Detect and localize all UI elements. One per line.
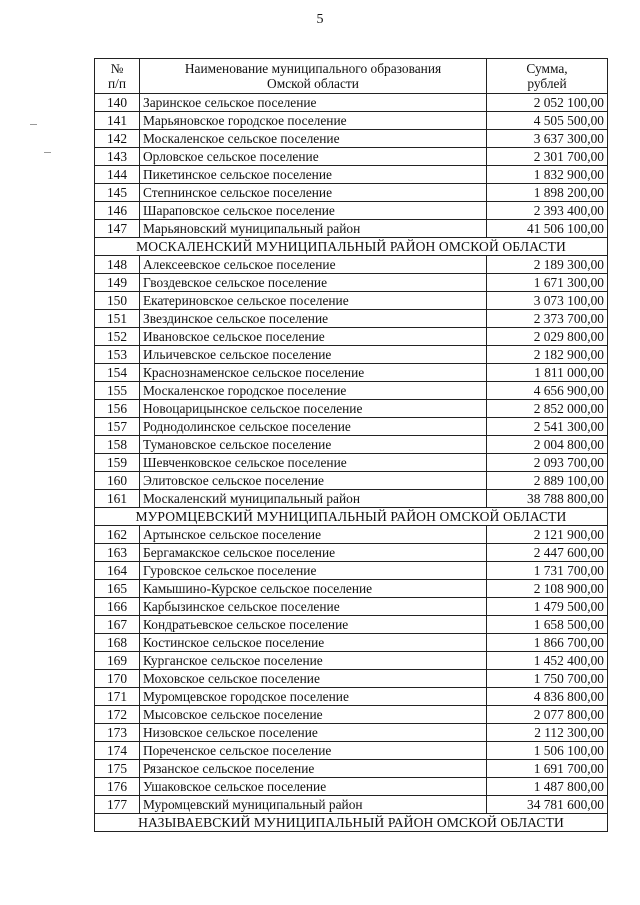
row-number: 153 <box>95 346 140 364</box>
row-number: 151 <box>95 310 140 328</box>
municipality-name: Элитовское сельское поселение <box>140 472 487 490</box>
header-name-line1: Наименование муниципального образования <box>184 61 442 76</box>
municipality-name: Низовское сельское поселение <box>140 724 487 742</box>
amount-rubles: 38 788 800,00 <box>487 490 608 508</box>
amount-rubles: 1 866 700,00 <box>487 634 608 652</box>
table-row <box>95 778 608 796</box>
amount-rubles: 2 112 300,00 <box>487 724 608 742</box>
district-title: НАЗЫВАЕВСКИЙ МУНИЦИПАЛЬНЫЙ РАЙОН ОМСКОЙ ОБЛАСТИ <box>95 814 608 832</box>
row-number: 144 <box>95 166 140 184</box>
amount-rubles: 1 487 800,00 <box>487 778 608 796</box>
table-row <box>95 256 608 274</box>
municipality-name: Бергамакское сельское поселение <box>140 544 487 562</box>
row-number: 141 <box>95 112 140 130</box>
amount-rubles: 41 506 100,00 <box>487 220 608 238</box>
amount-rubles: 1 479 500,00 <box>487 598 608 616</box>
table-row <box>95 202 608 220</box>
row-number: 164 <box>95 562 140 580</box>
amount-rubles: 1 452 400,00 <box>487 652 608 670</box>
table-row <box>95 274 608 292</box>
row-number: 150 <box>95 292 140 310</box>
table-row <box>95 796 608 814</box>
row-number: 177 <box>95 796 140 814</box>
municipality-name: Пикетинское сельское поселение <box>140 166 487 184</box>
header-sum-line2: рублей <box>527 76 567 91</box>
header-number-line2: п/п <box>107 76 127 91</box>
amount-rubles: 2 077 800,00 <box>487 706 608 724</box>
amount-rubles: 2 393 400,00 <box>487 202 608 220</box>
municipality-name: Алексеевское сельское поселение <box>140 256 487 274</box>
municipality-name: Екатериновское сельское поселение <box>140 292 487 310</box>
table-row <box>95 418 608 436</box>
amount-rubles: 2 108 900,00 <box>487 580 608 598</box>
row-number: 161 <box>95 490 140 508</box>
row-number: 169 <box>95 652 140 670</box>
municipality-name: Кондратьевское сельское поселение <box>140 616 487 634</box>
amount-rubles: 1 811 000,00 <box>487 364 608 382</box>
row-number: 168 <box>95 634 140 652</box>
row-number: 155 <box>95 382 140 400</box>
municipality-name: Степнинское сельское поселение <box>140 184 487 202</box>
municipality-name: Рязанское сельское поселение <box>140 760 487 778</box>
amount-rubles: 1 658 500,00 <box>487 616 608 634</box>
table-row <box>95 130 608 148</box>
table-row <box>95 634 608 652</box>
row-number: 158 <box>95 436 140 454</box>
table-row <box>95 382 608 400</box>
table-row <box>95 526 608 544</box>
row-number: 159 <box>95 454 140 472</box>
district-title: МОСКАЛЕНСКИЙ МУНИЦИПАЛЬНЫЙ РАЙОН ОМСКОЙ ОБЛАСТИ <box>95 238 608 256</box>
row-number: 142 <box>95 130 140 148</box>
table-row <box>95 94 608 112</box>
amount-rubles: 2 447 600,00 <box>487 544 608 562</box>
row-number: 173 <box>95 724 140 742</box>
table-row <box>95 328 608 346</box>
municipality-name: Марьяновский муниципальный район <box>140 220 487 238</box>
municipality-name: Ильичевское сельское поселение <box>140 346 487 364</box>
municipality-name: Орловское сельское поселение <box>140 148 487 166</box>
row-number: 154 <box>95 364 140 382</box>
table-row <box>95 346 608 364</box>
amount-rubles: 1 671 300,00 <box>487 274 608 292</box>
table-row <box>95 310 608 328</box>
municipality-name: Гвоздевское сельское поселение <box>140 274 487 292</box>
amount-rubles: 2 189 300,00 <box>487 256 608 274</box>
amount-rubles: 1 898 200,00 <box>487 184 608 202</box>
amount-rubles: 34 781 600,00 <box>487 796 608 814</box>
row-number: 157 <box>95 418 140 436</box>
amount-rubles: 4 836 800,00 <box>487 688 608 706</box>
amount-rubles: 2 852 000,00 <box>487 400 608 418</box>
table-row <box>95 598 608 616</box>
table-header-row <box>95 59 608 94</box>
table-row <box>95 742 608 760</box>
amount-rubles: 4 656 900,00 <box>487 382 608 400</box>
row-number: 160 <box>95 472 140 490</box>
table-body <box>95 94 608 832</box>
table-row <box>95 490 608 508</box>
row-number: 147 <box>95 220 140 238</box>
header-name <box>140 59 487 94</box>
table-row <box>95 472 608 490</box>
amount-rubles: 3 637 300,00 <box>487 130 608 148</box>
amount-rubles: 2 052 100,00 <box>487 94 608 112</box>
header-number <box>95 59 140 94</box>
header-number-line1: № <box>110 61 124 76</box>
municipality-name: Краснознаменское сельское поселение <box>140 364 487 382</box>
table-row <box>95 544 608 562</box>
row-number: 165 <box>95 580 140 598</box>
page-number: 5 <box>316 12 324 27</box>
row-number: 163 <box>95 544 140 562</box>
table-row <box>95 670 608 688</box>
amount-rubles: 1 832 900,00 <box>487 166 608 184</box>
municipality-name: Роднодолинское сельское поселение <box>140 418 487 436</box>
municipality-name: Заринское сельское поселение <box>140 94 487 112</box>
table-row <box>95 400 608 418</box>
table-row <box>95 688 608 706</box>
amount-rubles: 2 029 800,00 <box>487 328 608 346</box>
amount-rubles: 2 093 700,00 <box>487 454 608 472</box>
municipality-name: Шараповское сельское поселение <box>140 202 487 220</box>
margin-mark <box>30 124 37 125</box>
row-number: 140 <box>95 94 140 112</box>
amount-rubles: 2 301 700,00 <box>487 148 608 166</box>
municipality-name: Гуровское сельское поселение <box>140 562 487 580</box>
municipality-name: Костинское сельское поселение <box>140 634 487 652</box>
municipality-name: Муромцевский муниципальный район <box>140 796 487 814</box>
municipality-name: Ушаковское сельское поселение <box>140 778 487 796</box>
table-row <box>95 580 608 598</box>
table-row <box>95 652 608 670</box>
table-row <box>95 220 608 238</box>
row-number: 176 <box>95 778 140 796</box>
municipality-name: Москаленское городское поселение <box>140 382 487 400</box>
table-row <box>95 454 608 472</box>
row-number: 172 <box>95 706 140 724</box>
municipality-name: Москаленское сельское поселение <box>140 130 487 148</box>
header-name-line2: Омской области <box>267 76 359 91</box>
municipality-name: Курганское сельское поселение <box>140 652 487 670</box>
table-row <box>95 760 608 778</box>
district-header-row <box>95 238 608 256</box>
municipality-name: Муромцевское городское поселение <box>140 688 487 706</box>
row-number: 175 <box>95 760 140 778</box>
amount-rubles: 1 691 700,00 <box>487 760 608 778</box>
municipality-name: Камышино-Курское сельское поселение <box>140 580 487 598</box>
district-header-row <box>95 508 608 526</box>
table-row <box>95 148 608 166</box>
table-row <box>95 706 608 724</box>
row-number: 146 <box>95 202 140 220</box>
row-number: 167 <box>95 616 140 634</box>
margin-mark <box>44 152 51 153</box>
municipality-name: Артынское сельское поселение <box>140 526 487 544</box>
row-number: 166 <box>95 598 140 616</box>
amount-rubles: 4 505 500,00 <box>487 112 608 130</box>
amount-rubles: 2 889 100,00 <box>487 472 608 490</box>
municipality-name: Моховское сельское поселение <box>140 670 487 688</box>
amount-rubles: 1 506 100,00 <box>487 742 608 760</box>
municipality-name: Карбызинское сельское поселение <box>140 598 487 616</box>
table-row <box>95 184 608 202</box>
amount-rubles: 2 182 900,00 <box>487 346 608 364</box>
amount-rubles: 3 073 100,00 <box>487 292 608 310</box>
row-number: 174 <box>95 742 140 760</box>
row-number: 149 <box>95 274 140 292</box>
amount-rubles: 1 731 700,00 <box>487 562 608 580</box>
amount-rubles: 2 121 900,00 <box>487 526 608 544</box>
municipality-name: Марьяновское городское поселение <box>140 112 487 130</box>
table-row <box>95 364 608 382</box>
municipality-name: Мысовское сельское поселение <box>140 706 487 724</box>
municipality-name: Звездинское сельское поселение <box>140 310 487 328</box>
row-number: 143 <box>95 148 140 166</box>
municipality-name: Москаленский муниципальный район <box>140 490 487 508</box>
amount-rubles: 2 004 800,00 <box>487 436 608 454</box>
header-sum-line1: Сумма, <box>526 61 568 76</box>
municipality-name: Ивановское сельское поселение <box>140 328 487 346</box>
table-row <box>95 436 608 454</box>
table-row <box>95 562 608 580</box>
table-row <box>95 616 608 634</box>
municipality-name: Новоцарицынское сельское поселение <box>140 400 487 418</box>
row-number: 148 <box>95 256 140 274</box>
table-row <box>95 724 608 742</box>
district-title: МУРОМЦЕВСКИЙ МУНИЦИПАЛЬНЫЙ РАЙОН ОМСКОЙ ОБЛАСТИ <box>95 508 608 526</box>
row-number: 152 <box>95 328 140 346</box>
municipality-name: Шевченковское сельское поселение <box>140 454 487 472</box>
table-row <box>95 112 608 130</box>
table-row <box>95 166 608 184</box>
row-number: 162 <box>95 526 140 544</box>
amount-rubles: 2 541 300,00 <box>487 418 608 436</box>
municipality-name: Пореченское сельское поселение <box>140 742 487 760</box>
header-sum <box>487 59 608 94</box>
amount-rubles: 1 750 700,00 <box>487 670 608 688</box>
allocation-table <box>94 58 608 832</box>
municipality-name: Тумановское сельское поселение <box>140 436 487 454</box>
row-number: 156 <box>95 400 140 418</box>
amount-rubles: 2 373 700,00 <box>487 310 608 328</box>
row-number: 170 <box>95 670 140 688</box>
row-number: 171 <box>95 688 140 706</box>
district-header-row <box>95 814 608 832</box>
table-row <box>95 292 608 310</box>
row-number: 145 <box>95 184 140 202</box>
